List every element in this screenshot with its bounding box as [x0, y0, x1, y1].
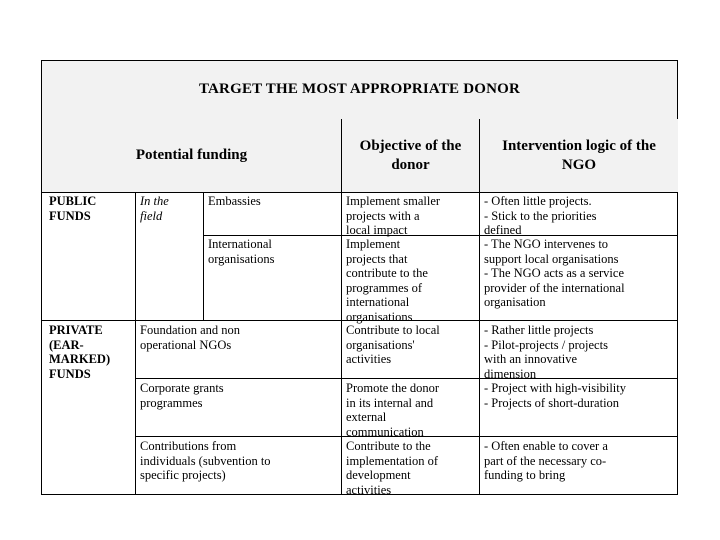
slide-title: TARGET THE MOST APPROPRIATE DONOR: [198, 81, 521, 97]
header-intervention-logic: Intervention logic of the NGO: [480, 119, 678, 193]
public-funds-label: PUBLIC FUNDS: [49, 194, 97, 223]
embassies-label: Embassies: [208, 194, 261, 208]
header-potential-funding: Potential funding: [42, 119, 342, 193]
individuals-label: Contributions from individuals (subvention to specific projects): [140, 439, 271, 482]
individuals-objective: Contribute to the implementation of development activities: [346, 439, 438, 497]
corporate-logic: - Project with high-visibility - Projects of short-duration: [484, 381, 627, 410]
foundation-objective: Contribute to local organisations' activities: [346, 323, 440, 366]
intl-orgs-logic: - The NGO intervenes to support local organisations - The NGO acts as a service provider of the international organisation: [484, 237, 625, 309]
foundation-label: Foundation and non operational NGOs: [140, 323, 240, 352]
individuals-logic: - Often enable to cover a part of the necessary co- funding to bring: [484, 439, 608, 482]
corporate-objective: Promote the donor in its internal and external communication: [346, 381, 440, 439]
private-funds-label: PRIVATE (EAR- MARKED) FUNDS: [49, 323, 111, 381]
intl-orgs-label: International organisations: [208, 237, 275, 266]
in-the-field-label: In the field: [140, 194, 169, 223]
embassies-logic: - Often little projects. - Stick to the priorities defined: [484, 194, 597, 237]
foundation-logic: - Rather little projects - Pilot-projects / projects with an innovative dimension: [484, 323, 608, 381]
embassies-objective: Implement smaller projects with a local impact: [346, 194, 441, 237]
corporate-label: Corporate grants programmes: [140, 381, 224, 410]
header-objective: Objective of the donor: [342, 119, 480, 193]
intl-orgs-objective: Implement projects that contribute to the programmes of international organisations: [346, 237, 428, 324]
title-box: [42, 61, 677, 120]
